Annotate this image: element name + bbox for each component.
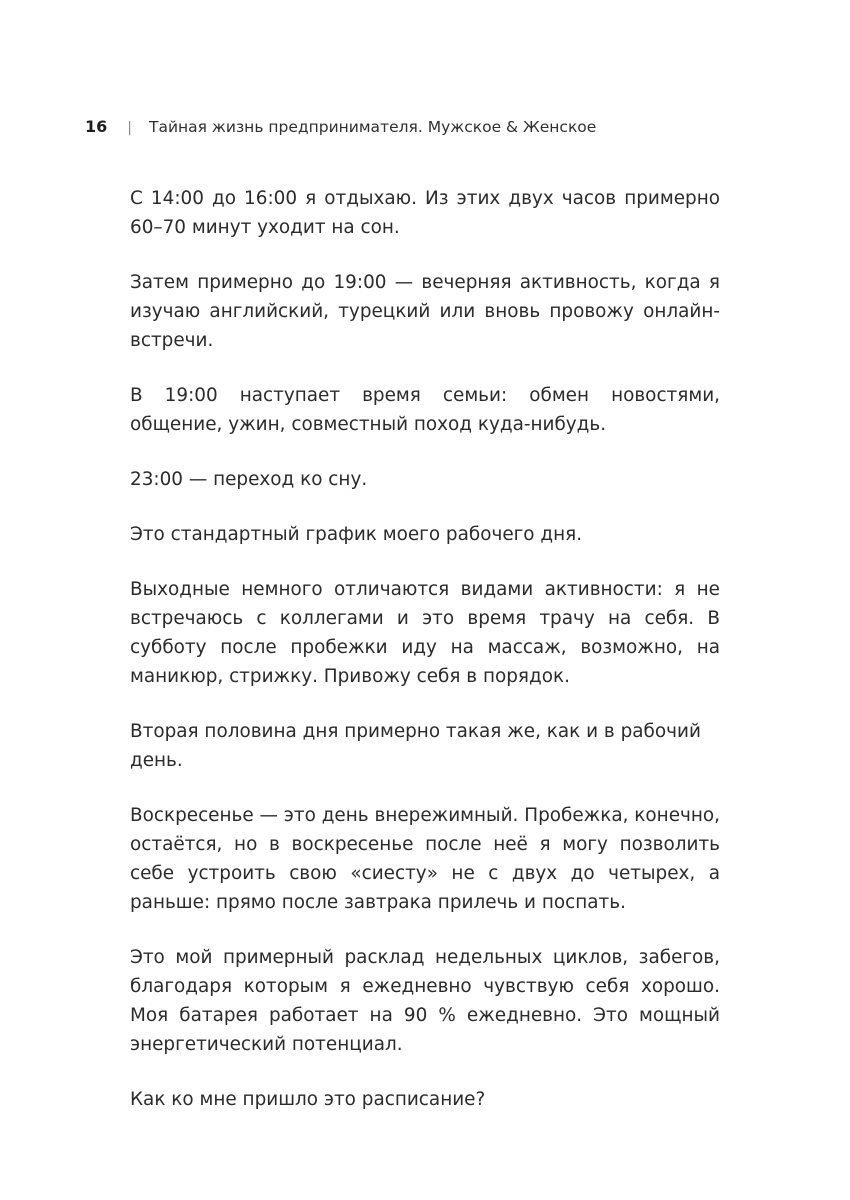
page-number: 16 bbox=[85, 117, 108, 136]
paragraph: Это стандартный график моего рабочего дня. bbox=[130, 524, 583, 545]
paragraph: Это мой примерный расклад недельных циклов, забегов, благодаря которым я ежедневно чувствую себя хорошо. Моя батарея работает на 90 % ежедневно. Это мощный энергетический потенциал. bbox=[130, 947, 720, 1055]
header-separator: | bbox=[127, 120, 132, 136]
paragraph: Выходные немного отличаются видами активности: я не встречаюсь с коллегами и это время трачу на себя. В субботу после пробежки иду на массаж, возможно, на маникюр, стрижку. Привожу себя в порядок. bbox=[130, 579, 720, 687]
paragraph: 23:00 — переход ко сну. bbox=[130, 469, 368, 490]
body-text bbox=[130, 184, 720, 1140]
paragraph: В 19:00 наступает время семьи: обмен новостями, общение, ужин, совместный поход куда-нибудь. bbox=[130, 385, 720, 435]
paragraph: Вторая половина дня примерно такая же, как и в рабочий день. bbox=[130, 721, 701, 771]
paragraph: С 14:00 до 16:00 я отдыхаю. Из этих двух часов примерно 60–70 минут уходит на сон. bbox=[130, 188, 720, 238]
paragraph: Как ко мне пришло это расписание? bbox=[130, 1089, 486, 1110]
paragraph: Затем примерно до 19:00 — вечерняя активность, когда я изучаю английский, турецкий или вновь провожу онлайн-встречи. bbox=[130, 272, 720, 351]
running-header bbox=[85, 117, 596, 136]
book-title: Тайная жизнь предпринимателя. Мужское & Женское bbox=[148, 118, 597, 136]
paragraph: Воскресенье — это день внережимный. Пробежка, конечно, остаётся, но в воскресенье после неё я могу позволить себе устроить свою «сиесту» не с двух до четырех, а раньше: прямо после завтрака прилечь и поспать. bbox=[130, 805, 720, 913]
